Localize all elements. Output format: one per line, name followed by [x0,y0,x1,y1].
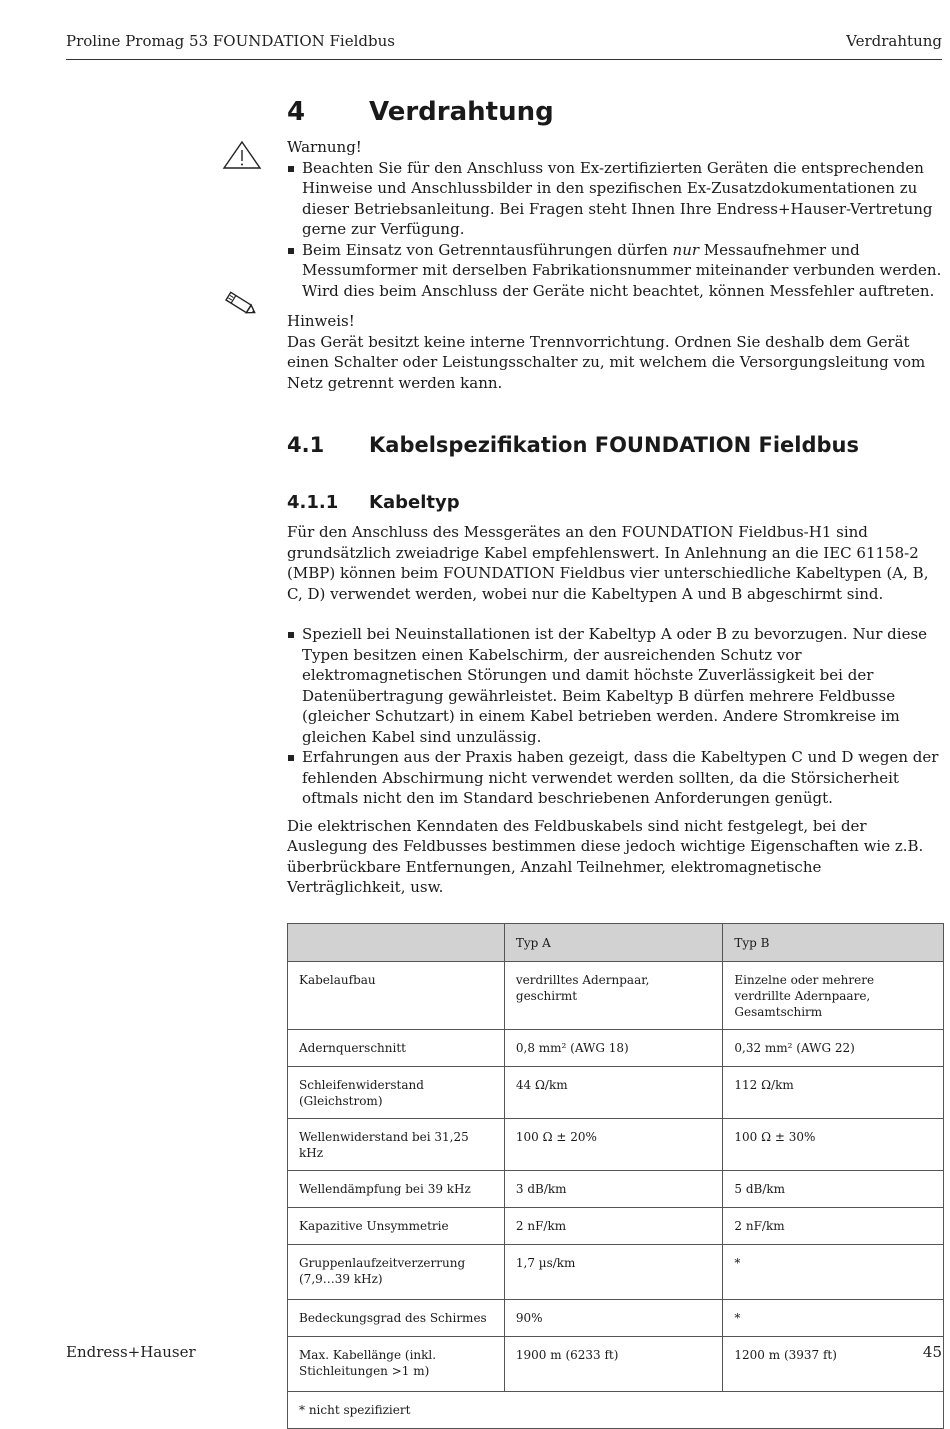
table-footnote: * nicht spezifiziert [288,1391,944,1428]
warning-label: Warnung! [287,138,362,156]
note-block [287,311,942,393]
table-header-cell: Typ B [723,923,944,961]
section-heading [287,94,942,130]
table-row [288,1170,944,1207]
table-cell: Einzelne oder mehrere verdrillte Adernpaare, Gesamtschirm [723,961,944,1029]
table-header-cell [288,923,505,961]
table-cell: 1900 m (6233 ft) [504,1336,723,1391]
warning-bullet: Beachten Sie für den Anschluss von Ex-zertifizierten Geräten die entsprechenden Hinweise und Anschlussbilder in den spezifischen Ex-Zusatzdokumentationen zu dieser Betriebsanleitung. Bei Fragen steht Ihnen Ihre Endress+Hauser-Vertretung gerne zur Verfügung. [287,158,942,240]
table-header-cell: Typ A [504,923,723,961]
table-cell: 1,7 µs/km [504,1244,723,1299]
table-row [288,1118,944,1170]
intro-paragraph: Für den Anschluss des Messgerätes an den FOUNDATION Fieldbus-H1 sind grundsätzlich zweiadrige Kabel empfehlenswert. In Anlehnung an die IEC 61158-2 (MBP) können beim FOUNDATION Fieldbus vier unterschiedliche Kabeltypen (A, B, C, D) verwendet werden, wobei nur die Kabeltypen A und B abgeschirmt sind. [287,523,929,603]
subsubsection-number: 4.1.1 [287,492,339,513]
table-row [288,1244,944,1299]
cable-spec-table [287,923,944,1429]
table-cell: Schleifenwiderstand (Gleichstrom) [288,1066,505,1118]
recommendation-list [287,624,942,809]
warning-bullet [287,240,942,302]
running-header-title: Proline Promag 53 FOUNDATION Fieldbus [66,32,395,50]
section-number: 4 [287,97,306,127]
table-cell: Wellendämpfung bei 39 kHz [288,1170,505,1207]
table-cell: Gruppenlaufzeitverzerrung (7,9…39 kHz) [288,1244,505,1299]
warning-block [287,137,942,301]
note-text: Das Gerät besitzt keine interne Trennvorrichtung. Ordnen Sie deshalb dem Gerät einen Schalter oder Leistungsschalter zu, mit welchem die Versorgungsleitung vom Netz getrennt werden kann. [287,332,926,392]
subsubsection-heading [287,491,942,515]
table-cell: Kapazitive Unsymmetrie [288,1207,505,1244]
table-cell: 3 dB/km [504,1170,723,1207]
table-cell: Bedeckungsgrad des Schirmes [288,1299,505,1336]
running-header-chapter: Verdrahtung [846,32,942,50]
table-header-row [288,923,944,961]
table-cell: Kabelaufbau [288,961,505,1029]
warning-emphasis: nur [672,240,700,259]
table-cell: Adernquerschnitt [288,1029,505,1066]
table-row [288,1066,944,1118]
subsubsection-title: Kabeltyp [369,492,460,513]
subsection-heading [287,431,942,459]
table-footnote-row [288,1391,944,1428]
subsection-number: 4.1 [287,433,325,457]
page-content [287,94,942,1429]
table-cell: 100 Ω ± 30% [723,1118,944,1170]
table-row [288,1207,944,1244]
table-cell: Max. Kabellänge (inkl. Stichleitungen >1 m) [288,1336,505,1391]
table-cell: 5 dB/km [723,1170,944,1207]
table-row [288,1029,944,1066]
table-cell: 112 Ω/km [723,1066,944,1118]
header-rule [66,59,942,60]
table-cell: verdrilltes Adernpaar, geschirmt [504,961,723,1029]
table-cell: 0,8 mm² (AWG 18) [504,1029,723,1066]
table-cell: * [723,1244,944,1299]
footer-company: Endress+Hauser [66,1343,196,1361]
list-item: Erfahrungen aus der Praxis haben gezeigt, dass die Kabeltypen C und D wegen der fehlenden Abschirmung nicht verwendet werden sollten, da die Störsicherheit oftmals nicht den im Standard beschriebenen Anforderungen genügt. [287,747,942,809]
warning-bullet-text: Messaufnehmer und Messumformer mit derselben Fabrikationsnummer miteinander verbunden werden. Wird dies beim Anschluss der Geräte nicht beachtet, können Messfehler auftreten. [302,240,942,300]
page-number: 45 [922,1343,942,1361]
warning-bullet-text: Beim Einsatz von Getrenntausführungen dürfen [302,240,673,259]
table-cell: 0,32 mm² (AWG 22) [723,1029,944,1066]
section-title: Verdrahtung [369,97,554,127]
closing-paragraph: Die elektrischen Kenndaten des Feldbuskabels sind nicht festgelegt, bei der Auslegung des Feldbusses bestimmen diese jedoch wichtige Eigenschaften wie z.B. überbrückbare Entfernungen, Anzahl Teilnehmer, elektromagnetische Verträglichkeit, usw. [287,816,924,896]
table-cell: 2 nF/km [504,1207,723,1244]
table-cell: Wellenwiderstand bei 31,25 kHz [288,1118,505,1170]
subsection-title: Kabelspezifikation FOUNDATION Fieldbus [369,433,859,457]
note-label: Hinweis! [287,312,355,330]
warning-triangle-icon [222,140,262,170]
table-row [288,1299,944,1336]
table-cell: 100 Ω ± 20% [504,1118,723,1170]
list-item: Speziell bei Neuinstallationen ist der Kabeltyp A oder B zu bevorzugen. Nur diese Typen besitzen einen Kabelschirm, der ausreichenden Schutz vor elektromagnetischen Störungen und damit höchste Zuverlässigkeit bei der Datenübertragung gewährleistet. Beim Kabeltyp B dürfen mehrere Feldbusse (gleicher Schutzart) in einem Kabel betrieben werden. Andere Stromkreise im gleichen Kabel sind unzulässig. [287,624,942,747]
table-row [288,1336,944,1391]
table-cell: 90% [504,1299,723,1336]
table-cell: * [723,1299,944,1336]
pencil-note-icon [220,291,260,317]
table-row [288,961,944,1029]
table-cell: 2 nF/km [723,1207,944,1244]
table-cell: 1200 m (3937 ft) [723,1336,944,1391]
table-cell: 44 Ω/km [504,1066,723,1118]
